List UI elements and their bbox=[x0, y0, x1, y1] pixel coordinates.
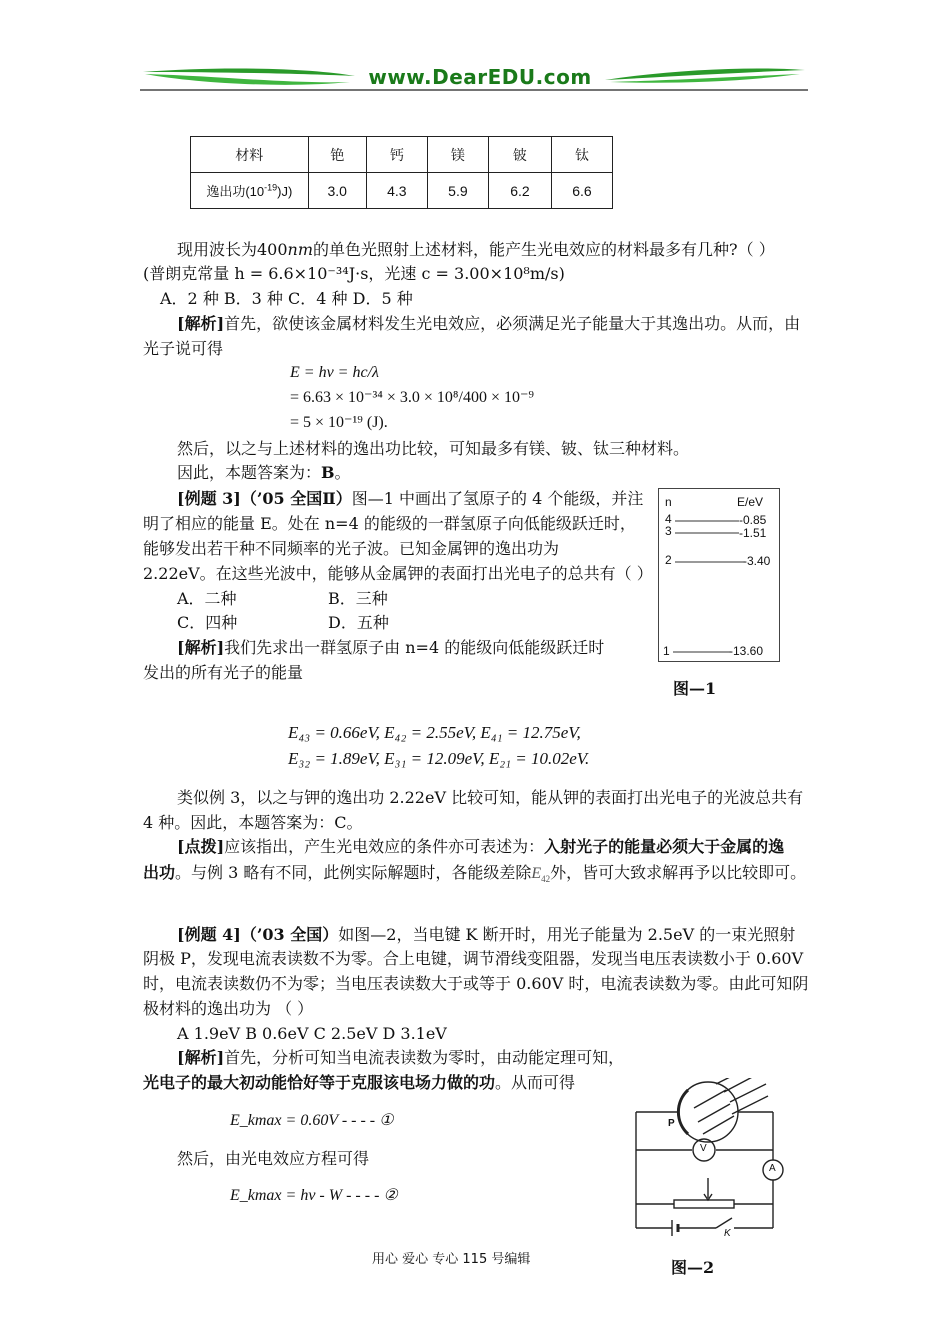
table-header-cell: 镁 bbox=[427, 137, 488, 173]
level-energy: -13.60 bbox=[729, 644, 764, 658]
level-energy: -3.40 bbox=[743, 554, 771, 568]
equation: E₄₃ = 0.66eV, E₄₂ = 2.55eV, E₄₁ = 12.75eV, bbox=[288, 723, 581, 742]
analysis-line: 发出的所有光子的能量 bbox=[143, 663, 304, 682]
tip-line: 出功。与例 3 略有不同，此例实际解题时，各能级差除$E_{42}$外，皆可大致求解再予以比较即可。 bbox=[143, 863, 807, 885]
figure-1-caption: 图—1 bbox=[673, 679, 717, 698]
option-c: C．四种 bbox=[177, 613, 238, 632]
analysis-line: [解析]我们先求出一群氢原子由 n=4 的能级向低能级跃迁时 bbox=[177, 638, 605, 657]
analysis-line: [解析]首先，欲使该金属材料发生光电效应，必须满足光子能量大于其逸出功。从而，由 bbox=[177, 314, 801, 333]
energy-level-diagram bbox=[658, 488, 780, 662]
analysis-line: 然后，由光电效应方程可得 bbox=[177, 1149, 370, 1168]
table-header-cell: 材料 bbox=[191, 137, 309, 173]
answer-options: A 1.9eV B 0.6eV C 2.5eV D 3.1eV bbox=[177, 1024, 447, 1043]
analysis-line: [解析]首先，分析可知当电流表读数为零时，由动能定理可知， bbox=[177, 1048, 625, 1067]
table-cell: 5.9 bbox=[427, 173, 488, 209]
level-energy: -1.51 bbox=[739, 526, 767, 540]
equation: = 6.63 × 10⁻³⁴ × 3.0 × 10⁸/400 × 10⁻⁹ bbox=[290, 389, 534, 406]
table-cell: 6.6 bbox=[551, 173, 612, 209]
table-header-cell: 钛 bbox=[551, 137, 612, 173]
option-d: D．五种 bbox=[328, 613, 389, 632]
option-a: A．二种 bbox=[177, 589, 237, 608]
conclusion-line: 然后，以之与上述材料的逸出功比较，可知最多有镁、铍、钛三种材料。 bbox=[177, 439, 690, 458]
table-header-cell: 铯 bbox=[308, 137, 366, 173]
question-line: 2.22eV。在这些光波中，能够从金属钾的表面打出光电子的总共有（ ） bbox=[143, 564, 653, 583]
ammeter-label: A bbox=[769, 1163, 776, 1174]
question-line: 能够发出若干种不同频率的光子波。已知金属钾的逸出功为 bbox=[143, 539, 560, 558]
analysis-line: 光子说可得 bbox=[143, 339, 224, 358]
circuit-graphic bbox=[628, 1078, 793, 1240]
question-line: 极材料的逸出功为 （ ） bbox=[143, 999, 314, 1018]
n-axis-label: n bbox=[665, 495, 672, 509]
answer-line: 4 种。因此，本题答案为：C。 bbox=[143, 813, 363, 832]
question-line: 时，电流表读数仍不为零；当电压表读数大于或等于 0.60V 时，电流表读数为零。由此可知阴 bbox=[143, 974, 809, 993]
table-cell: 6.2 bbox=[488, 173, 551, 209]
photoelectric-circuit-diagram bbox=[628, 1078, 793, 1240]
example-heading: [例题 4]（’03 全国）如图—2，当电键 K 断开时，用光子能量为 2.5eV 的一束光照射 bbox=[177, 925, 796, 944]
equation-2: E_kmax = hν - W - - - - ② bbox=[230, 1187, 398, 1204]
level-n: 3 bbox=[665, 524, 672, 538]
table-header-cell: 铍 bbox=[488, 137, 551, 173]
equation-1: E_kmax = 0.60V - - - - ① bbox=[230, 1112, 394, 1129]
table-header-row bbox=[191, 137, 613, 173]
switch-label: K bbox=[724, 1228, 731, 1239]
site-logo-text: www.DearEDU.com bbox=[368, 65, 592, 89]
work-function-table bbox=[190, 136, 613, 209]
voltmeter-label: V bbox=[700, 1143, 707, 1154]
table-row bbox=[191, 173, 613, 209]
option-b: B．三种 bbox=[328, 589, 388, 608]
answer-line: 因此，本题答案为：B。 bbox=[177, 463, 351, 482]
tip-line: [点拨]应该指出，产生光电效应的条件亦可表述为：入射光子的能量必须大于金属的逸 bbox=[177, 837, 785, 856]
answer-options: A．2 种 B．3 种 C．4 种 D．5 种 bbox=[160, 289, 413, 308]
cathode-label: P bbox=[668, 1118, 675, 1129]
figure-2-caption: 图—2 bbox=[671, 1258, 715, 1277]
comparison-line: 类似例 3，以之与钾的逸出功 2.22eV 比较可知，能从钾的表面打出光电子的光波总共有 bbox=[177, 788, 804, 807]
level-energy: -0.85 bbox=[739, 513, 767, 527]
example-heading: [例题 3]（’05 全国Ⅱ）图—1 中画出了氢原子的 4 个能级，并注 bbox=[177, 489, 644, 508]
page-header bbox=[140, 62, 810, 94]
question-stem-line: 现用波长为400nm的单色光照射上述材料，能产生光电效应的材料最多有几种?（ ） bbox=[177, 240, 775, 259]
level-n: 1 bbox=[663, 644, 670, 658]
table-row-label: 逸出功$(10^{-19})J$) bbox=[191, 173, 309, 209]
table-cell: 4.3 bbox=[366, 173, 427, 209]
equation: = 5 × 10⁻¹⁹ (J). bbox=[290, 414, 388, 431]
equation: E = hν = hc/λ bbox=[290, 364, 379, 381]
question-line: 明了相应的能量 E。处在 n=4 的能级的一群氢原子向低能级跃迁时， bbox=[143, 514, 636, 533]
analysis-line: 光电子的最大初动能恰好等于克服该电场力做的功。从而可得 bbox=[143, 1073, 576, 1092]
equation: E₃₂ = 1.89eV, E₃₁ = 12.09eV, E₂₁ = 10.02eV. bbox=[288, 749, 590, 768]
page-footer: 用心 爱心 专心 115 号编辑 bbox=[372, 1252, 531, 1267]
question-constants-line: (普朗克常量 h = 6.6×10⁻³⁴J·s，光速 c = 3.00×10⁸m/s) bbox=[143, 264, 565, 283]
level-n: 4 bbox=[665, 512, 672, 526]
level-n: 2 bbox=[665, 553, 672, 567]
table-cell: 3.0 bbox=[308, 173, 366, 209]
question-line: 阴极 P，发现电流表读数不为零。合上电键，调节滑线变阻器，发现当电压表读数小于 0.60V bbox=[143, 949, 804, 968]
table-header-cell: 钙 bbox=[366, 137, 427, 173]
energy-axis-label: E/eV bbox=[737, 495, 764, 509]
